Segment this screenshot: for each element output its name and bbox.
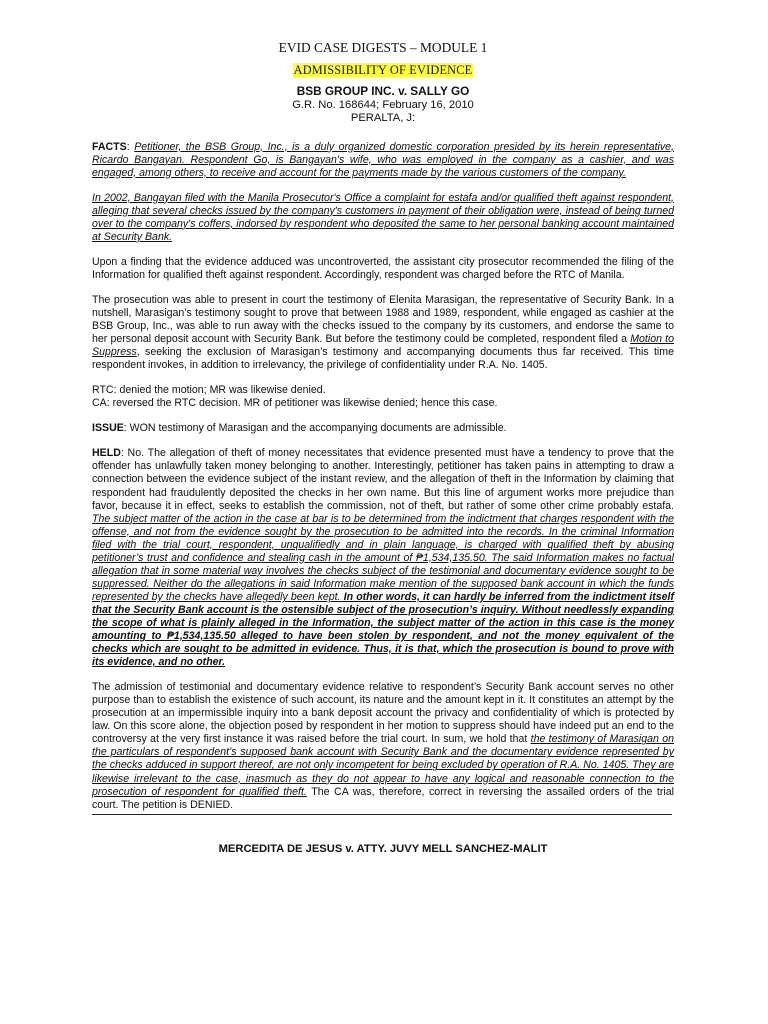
- held-p2-plain: The admission of testimonial and documentary evidence relative to respondent’s Security Bank account serves no other purpose than to establish the existence of such account, its nature and the amount kept in it. It constitutes an attempt by the prosecution at an impermissible inquiry into a bank deposit account the privacy and confidentiality of which is protected by law. On this score alone, the objection posed by respondent in her motion to suppress should have indeed put an end to the controversy at the very first instance it was raised before the trial court. In sum, we hold that: [92, 681, 674, 746]
- case-gr-number: G.R. No. 168644; February 16, 2010: [292, 98, 474, 111]
- facts-paragraph-4: [92, 294, 674, 372]
- held-text-bold: In other words, it can hardly be inferred from the indictment itself that the Security Bank account is the ostensible subject of the prosecution’s inquiry. Without needlessly expanding the scope of what is plainly alleged in the Information, the subject matter of the action in this case is the money amounting to ₱1,534,135.50 alleged to have been stolen by respondent, and not the money equivalent of the checks which are sought to be admitted in evidence. Thus, it is that, which the prosecution is bound to prove with its evidence, and no other.: [92, 590, 674, 669]
- next-case-title: MERCEDITA DE JESUS v. ATTY. JUVY MELL SANCHEZ-MALIT: [218, 842, 548, 855]
- document-page: [92, 40, 674, 856]
- case-title: BSB GROUP INC. v. SALLY GO: [296, 84, 470, 99]
- facts-text-4b: , seeking the exclusion of Marasigan’s testimony and accompanying documents thus far received. This time respondent invokes, in addition to irrelevancy, the privilege of confidentiality under R.A. No. 1405.: [92, 346, 674, 372]
- section-divider: [92, 814, 672, 815]
- facts-label: FACTS: [92, 140, 127, 153]
- facts-text-4a: The prosecution was able to present in court the testimony of Elenita Marasigan, the representative of Security Bank. In a nutshell, Marasigan’s testimony sought to prove that between 1988 and 1989, respondent, while engaged as cashier at the BSB Group, Inc., was able to run away with the checks issued to the company by its customers, and endorse the same to her personal deposit account with Security Bank. But before the testimony could be completed, respondent filed a: [92, 293, 674, 346]
- held-paragraph-1: [92, 447, 674, 669]
- held-text-plain: : No. The allegation of theft of money necessitates that evidence presented must have a tendency to prove that the offender has unlawfully taken money belonging to another. Interestingly, petitioner has taken pains in attempting to draw a connection between the evidence subject of the instant review, and the allegation of theft in the Information by claiming that respondent had fraudulently deposited the checks in her own name. But this line of argument works more prejudice than favor, because it in effect, seeks to establish the commission, not of theft, but rather of some other crime probably estafa.: [92, 447, 674, 512]
- issue-paragraph: [92, 422, 674, 435]
- facts-text-2: In 2002, Bangayan filed with the Manila Prosecutor's Office a complaint for estafa and/or qualified theft against respondent, alleging that several checks issued by the company's customers in payment of their obligation were, instead of being turned over to the company's coffers, indorsed by respondent who deposited the same to her personal banking account maintained at Security Bank.: [92, 191, 674, 243]
- motion-to-suppress: Motion to Suppress: [92, 333, 674, 359]
- facts-paragraph-1: [92, 141, 674, 180]
- case-ponente: PERALTA, J:: [350, 111, 416, 124]
- facts-colon: :: [126, 140, 135, 153]
- facts-paragraph-3: [92, 256, 674, 282]
- facts-paragraph-2: [92, 192, 674, 244]
- facts-text-3: Upon a finding that the evidence adduced was uncontroverted, the assistant city prosecutor recommended the filing of the Information for qualified theft against respondent. Accordingly, respondent was charged before the RTC of Manila.: [92, 255, 674, 281]
- facts-text-1: Petitioner, the BSB Group, Inc., is a duly organized domestic corporation presided by its herein representative, Ricardo Bangayan. Respondent Go, is Bangayan's wife, who was employed in the company as a cashier, and was engaged, among others, to receive and account for the payments made by the various customers of the company.: [92, 140, 674, 179]
- rtc-ruling: RTC: denied the motion; MR was likewise denied.: [92, 384, 326, 397]
- issue-text: : WON testimony of Marasigan and the accompanying documents are admissible.: [123, 422, 507, 435]
- issue-label: ISSUE: [92, 422, 124, 435]
- section-title: ADMISSIBILITY OF EVIDENCE: [293, 63, 473, 77]
- held-p2-end: The CA was, therefore, correct in reversing the assailed orders of the trial court. The petition is DENIED.: [92, 785, 674, 811]
- held-p2-underlined: the testimony of Marasigan on the particulars of respondent’s supposed bank account with Security Bank and the documentary evidence represented by the checks adduced in support thereof, are not only incompetent for being excluded by operation of R.A. No. 1405. They are likewise irrelevant to the case, inasmuch as they do not appear to have any logical and reasonable connection to the prosecution of respondent for qualified theft.: [92, 733, 674, 798]
- held-paragraph-2: [92, 681, 674, 811]
- section-title-wrapper: [92, 64, 674, 78]
- held-label: HELD: [92, 447, 121, 460]
- ca-ruling: CA: reversed the RTC decision. MR of petitioner was likewise denied; hence this case.: [92, 397, 498, 410]
- module-title: EVID CASE DIGESTS – MODULE 1: [278, 40, 488, 55]
- held-text-underlined: The subject matter of the action in the case at bar is to be determined from the indictment that charges respondent with the offense, and not from the evidence sought by the prosecution to be admitted into the records. In the criminal Information filed with the trial court, respondent, unqualifiedly and in plain language, is charged with qualified theft by abusing petitioner’s trust and confidence and stealing cash in the amount of ₱1,534,135.50. The said Information makes no factual allegation that in some material way involves the checks subject of the testimonial and documentary evidence sought to be suppressed. Neither do the allegations in said Information make mention of the supposed bank account in which the funds represented by the checks have allegedly been kept.: [92, 512, 674, 603]
